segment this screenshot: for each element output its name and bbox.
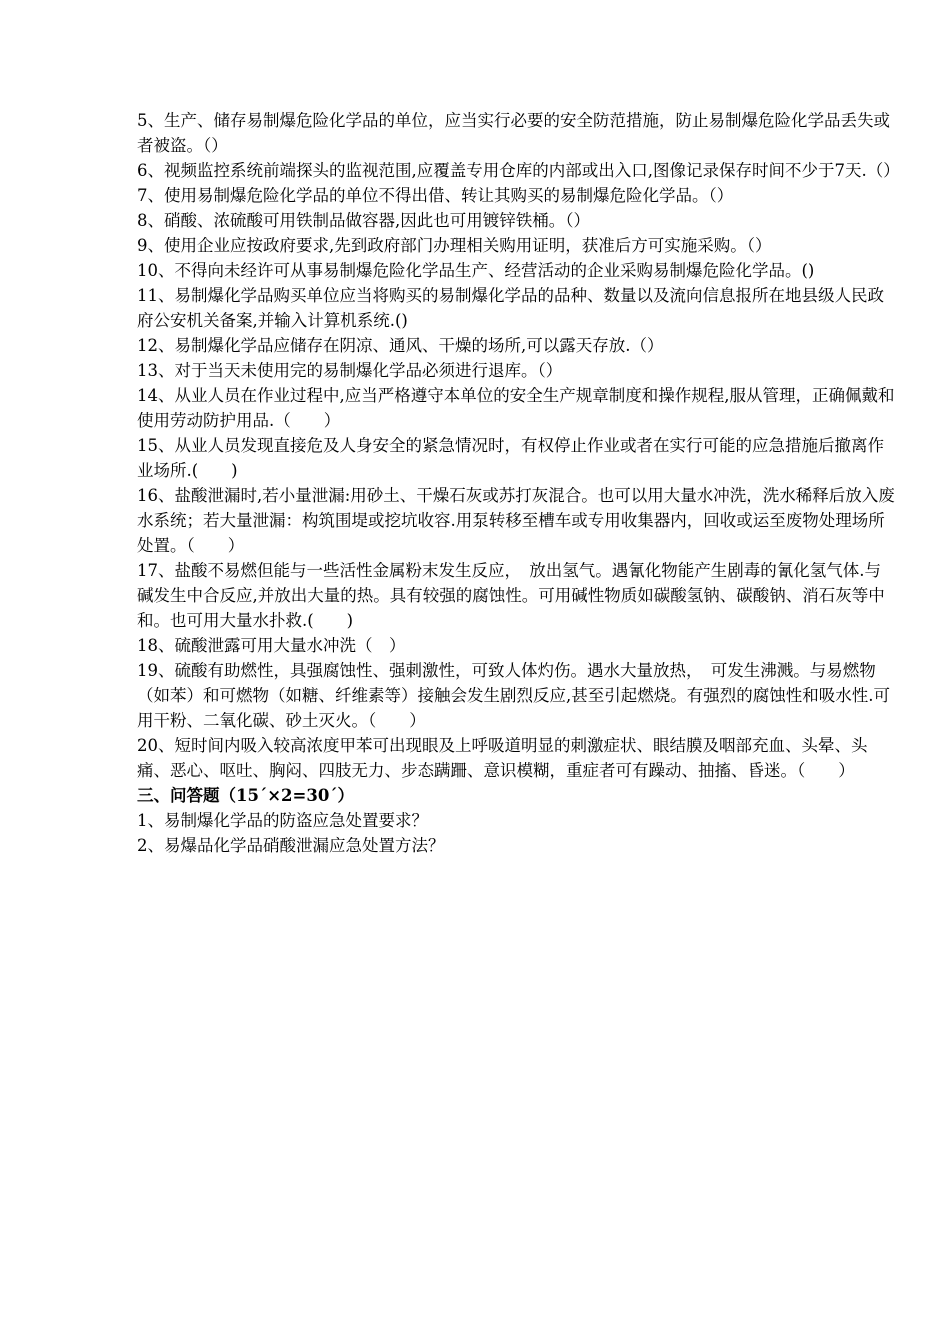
question-item-19: 19、硫酸有助燃性，具强腐蚀性、强刺激性，可致人体灼伤。遇水大量放热， 可发生沸溅。与易燃物（如苯）和可燃物（如糖、纤维素等）接触会发生剧烈反应,甚至引起燃烧。有强烈的腐蚀性和吸水性.可用干粉、二氧化碳、砂土灭火。（ ） <box>137 661 890 730</box>
exam-page <box>137 108 900 858</box>
judgement-list <box>137 108 900 783</box>
question-item-18: 18、硫酸泄露可用大量水冲洗（ ） <box>137 636 406 655</box>
question-item-5: 5、生产、储存易制爆危险化学品的单位，应当实行必要的安全防范措施，防止易制爆危险化学品丢失或者被盗。（） <box>137 111 890 155</box>
question-item-8: 8、硝酸、浓硫酸可用铁制品做容器,因此也可用镀锌铁桶。（） <box>137 211 590 230</box>
question-item-13: 13、对于当天未使用完的易制爆化学品必须进行退库。（） <box>137 361 563 380</box>
question-item-10: 10、不得向未经许可从事易制爆危险化学品生产、经营活动的企业采购易制爆危险化学品。() <box>137 261 815 280</box>
short-answer-question-2: 2、易爆品化学品硝酸泄漏应急处置方法？ <box>137 836 445 855</box>
question-item-16: 16、盐酸泄漏时,若小量泄漏:用砂土、干燥石灰或苏打灰混合。也可以用大量水冲洗，洗水稀释后放入废水系统；若大量泄漏：构筑围堤或挖坑收容.用泵转移至槽车或专用收集器内，回收或运至废物处理场所处置。（ ） <box>137 486 895 555</box>
question-item-7: 7、使用易制爆危险化学品的单位不得出借、转让其购买的易制爆危险化学品。（） <box>137 186 734 205</box>
short-answer-question-1: 1、易制爆化学品的防盗应急处置要求？ <box>137 811 428 830</box>
question-item-9: 9、使用企业应按政府要求,先到政府部门办理相关购用证明，获准后方可实施采购。（） <box>137 236 772 255</box>
question-item-12: 12、易制爆化学品应储存在阴凉、通风、干燥的场所,可以露天存放.（） <box>137 336 664 355</box>
question-item-11: 11、易制爆化学品购买单位应当将购买的易制爆化学品的品种、数量以及流向信息报所在地县级人民政府公安机关备案,并输入计算机系统.() <box>137 286 884 330</box>
section-title: 三、问答题（15´×2=30´） <box>137 786 355 805</box>
question-item-15: 15、从业人员发现直接危及人身安全的紧急情况时，有权停止作业或者在实行可能的应急措施后撤离作业场所.( ) <box>137 436 884 480</box>
question-item-17: 17、盐酸不易燃但能与一些活性金属粉末发生反应， 放出氢气。遇氰化物能产生剧毒的氰化氢气体.与碱发生中合反应,并放出大量的热。具有较强的腐蚀性。可用碱性物质如碳酸氢钠、碳酸钠、消石灰等中和。也可用大量水扑救.( ) <box>137 561 885 630</box>
question-item-20: 20、短时间内吸入较高浓度甲苯可出现眼及上呼吸道明显的刺激症状、眼结膜及咽部充血、头晕、头痛、恶心、呕吐、胸闷、四肢无力、步态蹒跚、意识模糊，重症者可有躁动、抽搐、昏迷。（ ） <box>137 736 868 780</box>
short-answer-list <box>137 808 897 858</box>
question-item-14: 14、从业人员在作业过程中,应当严格遵守本单位的安全生产规章制度和操作规程,服从管理，正确佩戴和使用劳动防护用品.（ ） <box>137 386 895 430</box>
question-item-6: 6、视频监控系统前端探头的监视范围,应覆盖专用仓库的内部或出入口,图像记录保存时间不少于7天.（） <box>137 161 900 180</box>
